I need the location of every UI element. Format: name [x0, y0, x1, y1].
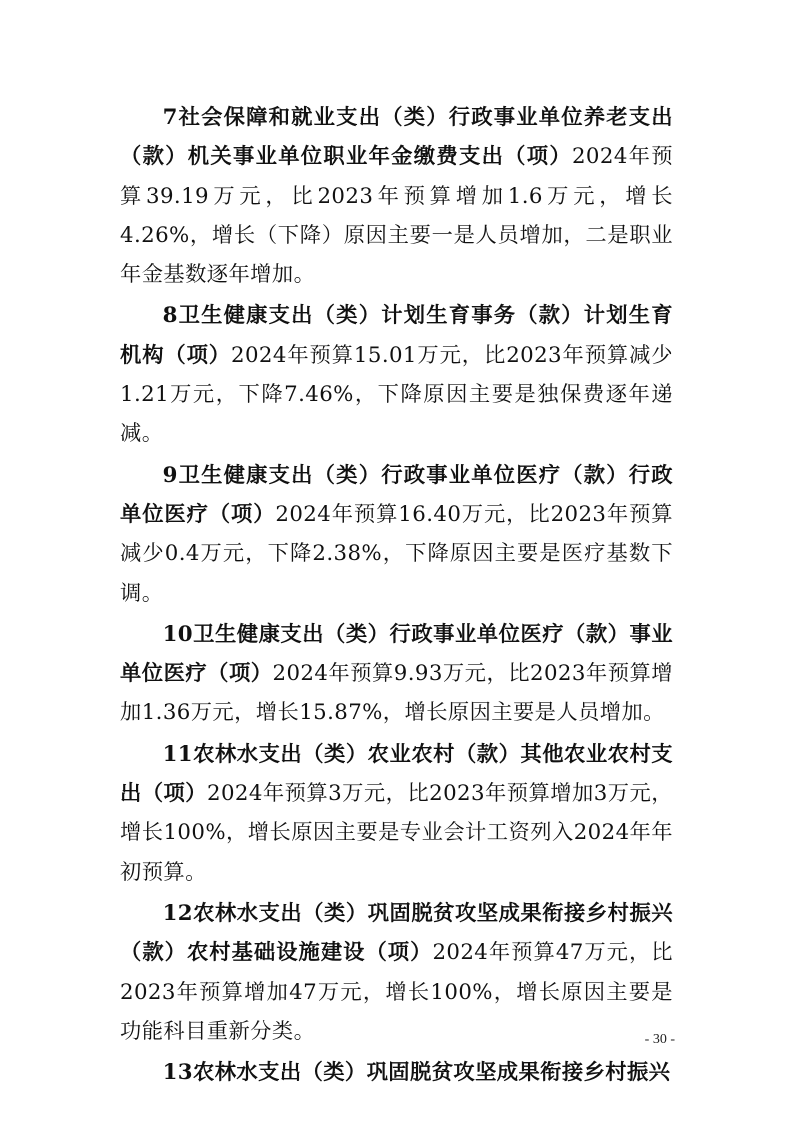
page-number: - 30 - — [644, 1032, 675, 1047]
paragraph-item-9 — [120, 456, 673, 613]
paragraph-item-13 — [120, 1053, 673, 1092]
paragraph-item-8 — [120, 296, 673, 453]
paragraph-heading: 13农林水支出（类）巩固脱贫攻坚成果衔接乡村振兴 — [162, 1060, 671, 1086]
paragraph-text: 2024年预算15.01万元，比2023年预算减少1.21万元，下降7.46%，下降原因主要是独保费逐年递减。 — [120, 342, 673, 447]
paragraph-heading: 11农林水支出（类）农业农村（款）其他农业农村支出（项） — [120, 741, 673, 807]
paragraph-item-7 — [120, 98, 673, 294]
paragraph-item-11 — [120, 735, 673, 892]
paragraph-item-12 — [120, 894, 673, 1051]
paragraph-item-10 — [120, 615, 673, 733]
paragraph-heading: 7社会保障和就业支出（类）行政事业单位养老支出（款）机关事业单位职业年金缴费支出（项） — [120, 105, 673, 170]
paragraph-text: 2024年预算3万元，比2023年预算增加3万元，增长100%，增长原因主要是专业会计工资列入2024年年初预算。 — [120, 781, 673, 885]
paragraph-heading: 12农林水支出（类）巩固脱贫攻坚成果衔接乡村振兴（款）农村基础设施建设（项） — [120, 900, 673, 966]
paragraph-text: 2024年预算47万元，比2023年预算增加47万元，增长100%，增长原因主要是功能科目重新分类。 — [120, 940, 673, 1044]
paragraph-text: 2024年预算16.40万元，比2023年预算减少0.4万元，下降2.38%，下降原因主要是医疗基数下调。 — [120, 501, 673, 606]
paragraph-heading: 8卫生健康支出（类）计划生育事务（款）计划生育机构（项） — [120, 303, 673, 368]
paragraph-heading: 10卫生健康支出（类）行政事业单位医疗（款）事业单位医疗（项） — [120, 621, 673, 687]
paragraph-text: 2024年预算9.93万元，比2023年预算增加1.36万元，增长15.87%，增长原因主要是人员增加。 — [120, 661, 673, 726]
document-body — [120, 98, 673, 1094]
paragraph-text: 2024年预算39.19万元，比2023年预算增加1.6万元，增长4.26%，增长（下降）原因主要一是人员增加，二是职业年金基数逐年增加。 — [120, 144, 673, 288]
paragraph-heading: 9卫生健康支出（类）行政事业单位医疗（款）行政单位医疗（项） — [120, 462, 673, 527]
